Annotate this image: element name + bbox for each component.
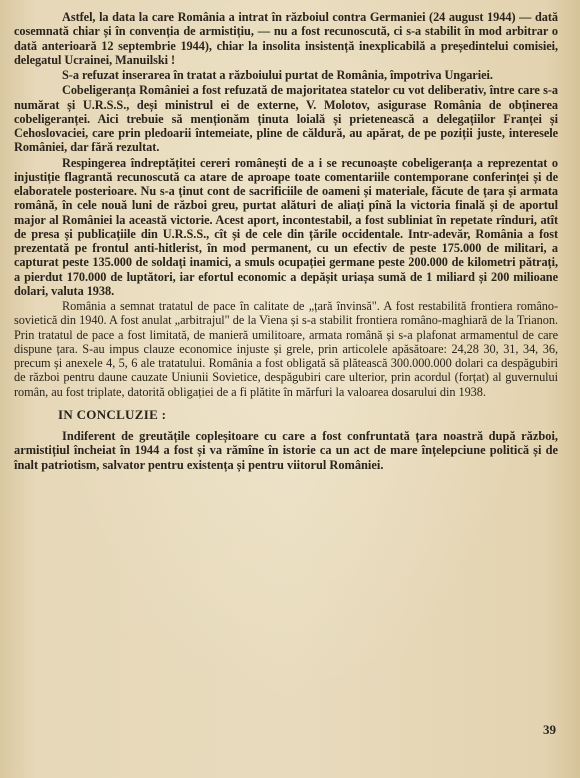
- page-number: 39: [543, 722, 556, 737]
- paragraph-peace-treaty: România a semnat tratatul de pace în calitate de „țară învinsă". A fost restabilită frontiera româno-sovietică din 1940. A fost anulat „arbitrajul" de la Viena și s-a stabilit frontiera româno-maghiară de la Trianon. Prin tratatul de pace a fost limitată, de manieră umilitoare, armata română și s-a plafonat armamentul de care dispune țara. S-au impus clauze economice injuste și grele, prin articolele apăsătoare: 24,28 30, 31, 34, 36, precum și anexele 4, 5, 6 ale tratatului. România a fost obligată să plătească 300.000.000 dolari ca despăgubiri de război pentru daune cauzate Uniunii Sovietice, despăgubiri care ulterior, prin acordul (forțat) al guvernului român, au fost triplate, datorită obligației de a fi plătite în mărfuri la valoarea dosarului din 1938.: [14, 299, 558, 399]
- paragraph-war-against-hungary: S-a refuzat inserarea în tratat a războiului purtat de România, împotriva Ungariei.: [62, 68, 493, 82]
- paragraph-injustice: Respingerea îndreptățitei cereri românești de a i se recunoaște cobeligeranța a reprezentat o injustiție flagrantă recunoscută ca atare de aproape toate comentariile contemporane conferinței și de elaboratele posterioare. Nu s-a ținut cont de sacrificiile de oameni și materiale, făcute de țara și armata română, în cele nouă luni de război greu, purtat alături de aliați pînă la victoria finală și de aportul major al României la această victorie. Acest aport, incontestabil, a fost subliniat în repetate rînduri, atît de presa și publicațiile din U.R.S.S., cît și de cele din țările occidentale. Intr-adevăr, România a fost prezentată pe frontul anti-hitlerist, în mod permanent, cu un efectiv de peste 175.000 de militari, a capturat peste 135.000 de soldați inamici, a smuls ocupației germane peste 200.000 de kilometri pătrați, a pierdut 170.000 de luptători, iar efortul economic a depășit uriașa sumă de 1 miliard și 200 milioane dolari, valuta 1938.: [14, 155, 558, 298]
- conclusion-paragraph: Indiferent de greutățile copleșitoare cu care a fost confruntată țara noastră după război, armistițiul încheiat în 1944 a fost și va rămîne în istorie ca un act de mare înțelepciune politică și de înalt patriotism, salvator pentru existența și pentru viitorul României.: [14, 428, 558, 472]
- conclusion-heading: IN CONCLUZIE :: [58, 406, 167, 422]
- paragraph-armistice-date: Astfel, la data la care România a intrat în războiul contra Germaniei (24 august 1944) — dată cosemnată chiar și în convenția de armistițiu, — nu a fost recunoscută, ci s-a stabilit în mod arbitrar o dată anterioară 12 septembrie 1944), chiar la insolita insistență inexplicabilă a președintelui comisiei, delegatul Ucrainei, Manuilski !: [14, 10, 558, 67]
- paragraph-cobelligerence-refused: Cobeligeranța României a fost refuzată de majoritatea statelor cu vot deliberativ, între care s-a numărat și U.R.S.S., deși ministrul ei de externe, V. Molotov, asigurase România de obținerea cobeligeranței. Aici trebuie să menționăm ținuta loială și prietenească a delegațiilor Franței și Cehoslovaciei, care prin pledoarii întemeiate, pline de căldură, au apărat, de pe poziții juste, interesele României, dar fără rezultat.: [14, 83, 558, 155]
